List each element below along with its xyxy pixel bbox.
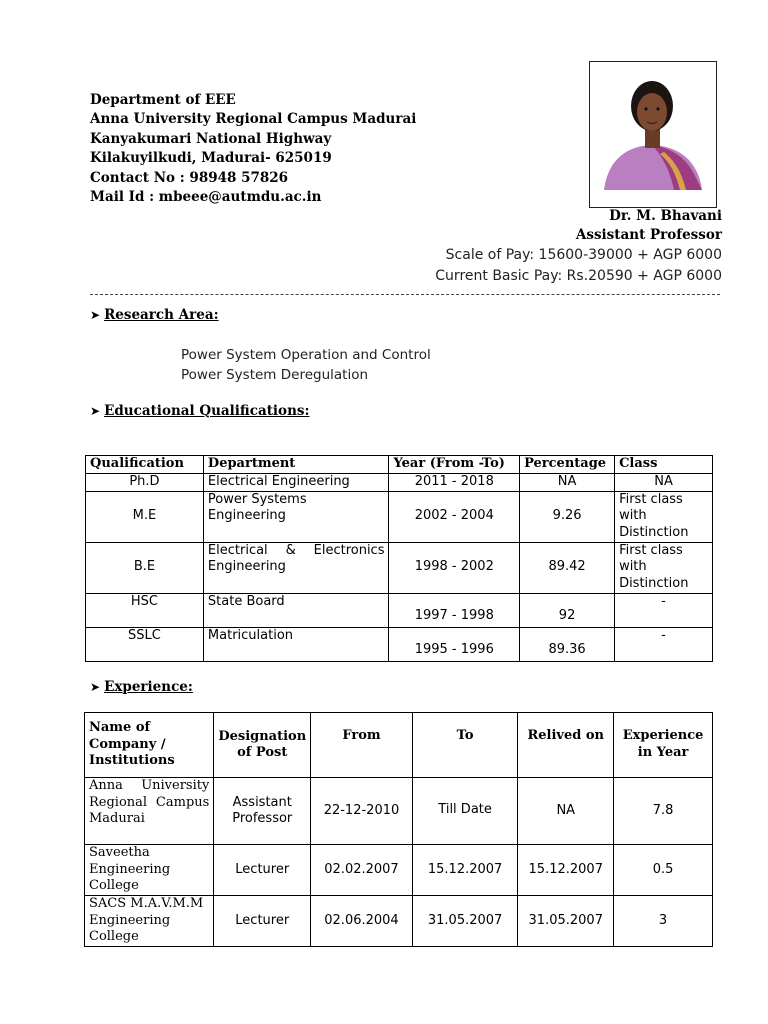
designation-cell: Lecturer — [214, 896, 311, 947]
university-line: Anna University Regional Campus Madurai — [90, 111, 417, 128]
column-header: Relived on — [518, 713, 614, 778]
table-header-row — [86, 456, 713, 474]
year-cell: 1997 - 1998 — [389, 593, 520, 627]
person-name: Dr. M. Bhavani — [609, 208, 722, 224]
table-row — [85, 845, 713, 896]
year-cell: 1998 - 2002 — [389, 542, 520, 593]
year-cell: 1995 - 1996 — [389, 627, 520, 661]
person-designation: Assistant Professor — [575, 227, 722, 243]
institution-cell: Saveetha Engineering College — [85, 845, 214, 896]
institution-cell: SACS M.A.V.M.M Engineering College — [85, 896, 214, 947]
arrow-bullet-icon: ➤ — [90, 404, 101, 418]
relived-cell: 15.12.2007 — [518, 845, 614, 896]
qualification-cell: Ph.D — [86, 474, 204, 492]
column-header: Qualification — [86, 456, 204, 474]
column-header: Year (From -To) — [389, 456, 520, 474]
percentage-cell: 9.26 — [520, 491, 615, 542]
class-cell: - — [615, 593, 713, 627]
institution-cell: Anna University Regional Campus Madurai — [85, 778, 214, 845]
experience-table — [84, 712, 713, 947]
name-block — [576, 207, 722, 245]
profile-photo — [589, 61, 717, 208]
designation-cell: Assistant Professor — [214, 778, 311, 845]
table-row — [85, 896, 713, 947]
class-cell: First class with Distinction — [615, 491, 713, 542]
class-cell: First class with Distinction — [615, 542, 713, 593]
from-cell: 22-12-2010 — [311, 778, 413, 845]
year-cell: 2011 - 2018 — [389, 474, 520, 492]
to-cell: 15.12.2007 — [412, 845, 518, 896]
from-cell: 02.02.2007 — [311, 845, 413, 896]
class-cell: NA — [615, 474, 713, 492]
class-cell: - — [615, 627, 713, 661]
percentage-cell: 89.36 — [520, 627, 615, 661]
relived-cell: NA — [518, 778, 614, 845]
column-header: Percentage — [520, 456, 615, 474]
column-header: Experience in Year — [614, 713, 713, 778]
table-row — [85, 778, 713, 845]
column-header: Class — [615, 456, 713, 474]
year-cell: 2002 - 2004 — [389, 491, 520, 542]
experience-years-cell: 0.5 — [614, 845, 713, 896]
column-header: To — [412, 713, 518, 778]
department-line: Department of EEE — [90, 92, 236, 108]
research-item: Power System Deregulation — [181, 367, 369, 383]
table-row — [86, 491, 713, 542]
department-cell: Power Systems Engineering — [203, 491, 389, 542]
research-heading: ➤ Research Area: — [90, 307, 219, 323]
percentage-cell: 89.42 — [520, 542, 615, 593]
table-row — [86, 593, 713, 627]
percentage-cell: 92 — [520, 593, 615, 627]
qualification-cell: SSLC — [86, 627, 204, 661]
pay-block — [435, 245, 722, 287]
arrow-bullet-icon: ➤ — [90, 680, 101, 694]
research-item: Power System Operation and Control — [181, 347, 431, 363]
table-row — [86, 627, 713, 661]
city-line: Kilakuyilkudi, Madurai- 625019 — [90, 150, 332, 167]
percentage-cell: NA — [520, 474, 615, 492]
table-row — [86, 474, 713, 492]
education-table — [85, 455, 713, 662]
department-cell: Matriculation — [203, 627, 389, 661]
department-cell: State Board — [203, 593, 389, 627]
arrow-bullet-icon: ➤ — [90, 308, 101, 322]
from-cell: 02.06.2004 — [311, 896, 413, 947]
table-row — [86, 542, 713, 593]
relived-cell: 31.05.2007 — [518, 896, 614, 947]
qualification-cell: HSC — [86, 593, 204, 627]
qualification-cell: M.E — [86, 491, 204, 542]
column-header: Department — [203, 456, 389, 474]
highway-line: Kanyakumari National Highway — [90, 130, 332, 147]
experience-years-cell: 7.8 — [614, 778, 713, 845]
experience-years-cell: 3 — [614, 896, 713, 947]
scale-of-pay: Scale of Pay: 15600-39000 + AGP 6000 — [445, 247, 722, 263]
dashed-divider — [90, 294, 720, 295]
column-header: Designation of Post — [214, 713, 311, 778]
education-heading: ➤ Educational Qualifications: — [90, 403, 310, 419]
column-header: Name of Company / Institutions — [85, 713, 214, 778]
experience-heading: ➤ Experience: — [90, 679, 193, 695]
research-list — [181, 345, 431, 385]
column-header: From — [311, 713, 413, 778]
to-cell: 31.05.2007 — [412, 896, 518, 947]
address-block — [90, 91, 416, 207]
portrait-image — [590, 62, 716, 207]
to-cell: Till Date — [412, 778, 518, 845]
designation-cell: Lecturer — [214, 845, 311, 896]
current-basic-pay: Current Basic Pay: Rs.20590 + AGP 6000 — [435, 268, 722, 284]
mail-line: Mail Id : mbeee@autmdu.ac.in — [90, 189, 322, 206]
table-header-row — [85, 713, 713, 778]
contact-line: Contact No : 98948 57826 — [90, 169, 289, 186]
department-cell: Electrical Engineering — [203, 474, 389, 492]
qualification-cell: B.E — [86, 542, 204, 593]
department-cell: Electrical & Electronics Engineering — [203, 542, 389, 593]
